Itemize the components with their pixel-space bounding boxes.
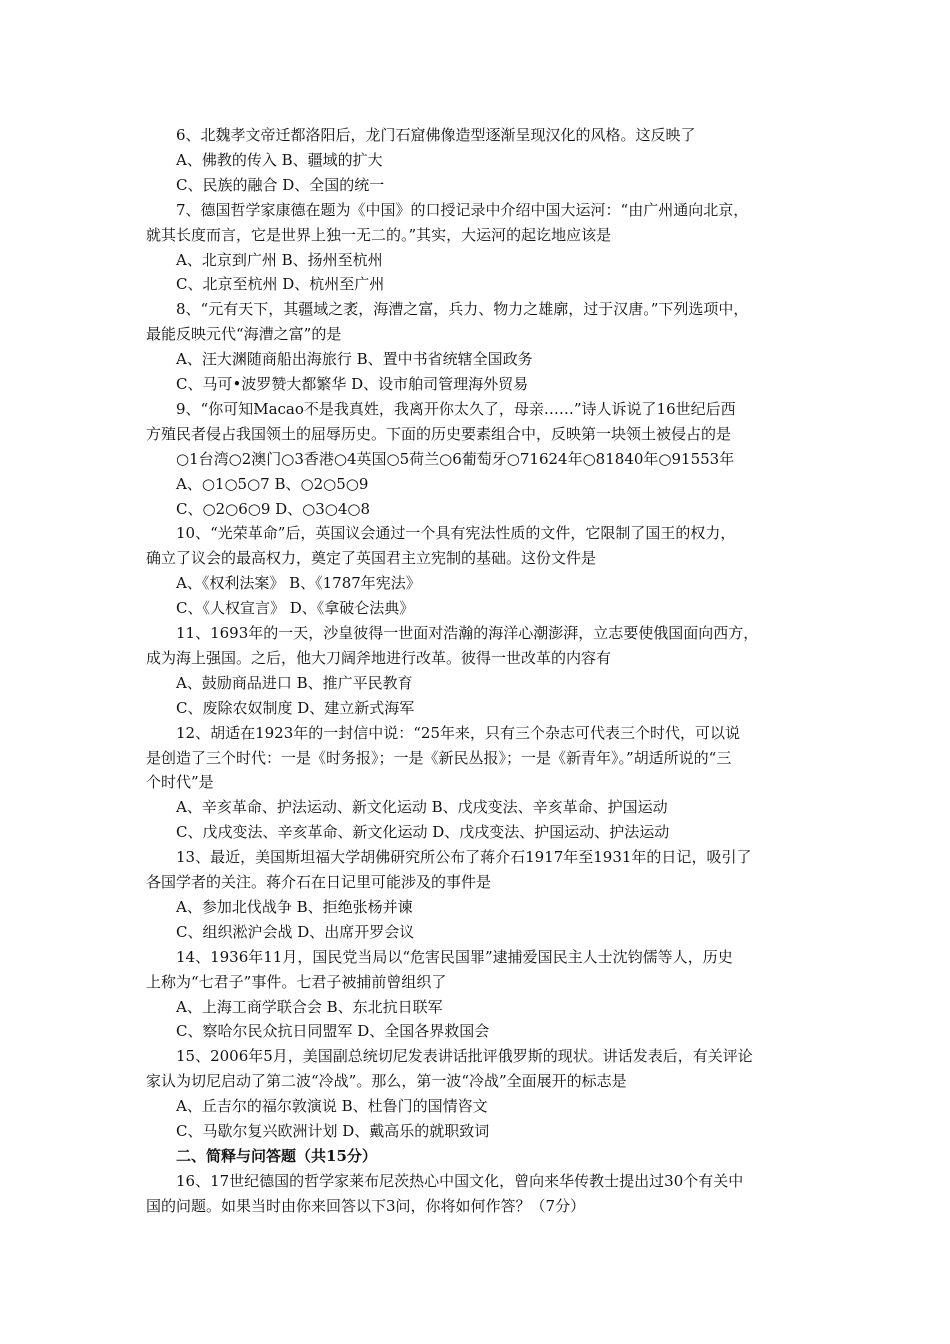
text-line: ○1台湾○2澳门○3香港○4英国○5荷兰○6葡萄牙○71624年○81840年○91553年 [176, 450, 735, 468]
text-line: 是创造了三个时代：一是《时务报》；一是《新民丛报》；一是《新青年》。”胡适所说的“三 [146, 749, 732, 767]
text-line: 就其长度而言，它是世界上独一无二的。”其实，大运河的起讫地应该是 [146, 226, 612, 244]
text-line: 国的问题。如果当时由你来回答以下3问，你将如何作答？（7分） [146, 1197, 586, 1215]
text-line: 16、17世纪德国的哲学家莱布尼茨热心中国文化，曾向来华传教士提出过30个有关中 [176, 1172, 744, 1190]
text-line: 10、“光荣革命”后，英国议会通过一个具有宪法性质的文件，它限制了国王的权力， [176, 524, 736, 542]
text-line: C、组织淞沪会战 D、出席开罗会议 [176, 923, 415, 941]
text-line: A、汪大渊随商船出海旅行 B、置中书省统辖全国政务 [176, 350, 533, 368]
text-line: 6、北魏孝文帝迁都洛阳后，龙门石窟佛像造型逐渐呈现汉化的风格。这反映了 [176, 126, 696, 144]
text-line: A、参加北伐战争 B、拒绝张杨并谏 [176, 898, 413, 916]
text-line: A、○1○5○7 B、○2○5○9 [176, 475, 369, 493]
text-line: C、○2○6○9 D、○3○4○8 [176, 500, 371, 518]
text-line: A、丘吉尔的福尔敦演说 B、杜鲁门的国情咨文 [176, 1097, 488, 1115]
text-line: C、废除农奴制度 D、建立新式海军 [176, 699, 415, 717]
text-line: C、《人权宣言》 D、《拿破仑法典》 [176, 599, 415, 617]
text-line: 方殖民者侵占我国领土的屈辱历史。下面的历史要素组合中，反映第一块领土被侵占的是 [146, 425, 732, 443]
text-line: A、辛亥革命、护法运动、新文化运动 B、戊戌变法、辛亥革命、护国运动 [176, 798, 668, 816]
text-line: 12、胡适在1923年的一封信中说：“25年来，只有三个杂志可代表三个时代，可以说 [176, 724, 741, 742]
text-line: A、北京到广州 B、扬州至杭州 [176, 251, 383, 269]
text-line: 8、“元有天下，其疆域之袤，海漕之富，兵力、物力之雄廓，过于汉唐。”下列选项中， [176, 300, 749, 318]
text-line: A、佛教的传入 B、疆域的扩大 [176, 151, 383, 169]
text-line: 各国学者的关注。蒋介石在日记里可能涉及的事件是 [146, 873, 492, 891]
text-line: 个时代”是 [146, 773, 214, 791]
text-line: 成为海上强国。之后，他大刀阔斧地进行改革。彼得一世改革的内容有 [146, 649, 612, 667]
section-heading: 二、简释与问答题（共15分） [176, 1147, 377, 1165]
text-line: 13、最近，美国斯坦福大学胡佛研究所公布了蒋介石1917年至1931年的日记，吸引了 [176, 848, 752, 866]
text-line: 确立了议会的最高权力，奠定了英国君主立宪制的基础。这份文件是 [146, 549, 597, 567]
text-line: C、察哈尔民众抗日同盟军 D、全国各界救国会 [176, 1022, 490, 1040]
text-line: 9、“你可知Macao不是我真姓，我离开你太久了，母亲……”诗人诉说了16世纪后西 [176, 400, 736, 418]
text-line: C、戊戌变法、辛亥革命、新文化运动 D、戊戌变法、护国运动、护法运动 [176, 823, 670, 841]
text-line: 7、德国哲学家康德在题为《中国》的口授记录中介绍中国大运河：“由广州通向北京， [176, 201, 749, 219]
text-line: A、《权利法案》 B、《1787年宪法》 [176, 574, 421, 592]
text-line: C、民族的融合 D、全国的统一 [176, 176, 385, 194]
text-line: 家认为切尼启动了第二波“冷战”。那么，第一波“冷战”全面展开的标志是 [146, 1072, 627, 1090]
text-line: A、上海工商学联合会 B、东北抗日联军 [176, 998, 443, 1016]
text-line: 最能反映元代“海漕之富”的是 [146, 325, 342, 343]
text-line: C、马可•波罗赞大都繁华 D、设市舶司管理海外贸易 [176, 375, 529, 393]
text-line: 15、2006年5月，美国副总统切尼发表讲话批评俄罗斯的现状。讲话发表后，有关评论 [176, 1047, 753, 1065]
text-line: C、马歇尔复兴欧洲计划 D、戴高乐的就职致词 [176, 1122, 490, 1140]
text-line: 11、1693年的一天，沙皇彼得一世面对浩瀚的海洋心潮澎湃，立志要使俄国面向西方， [176, 624, 759, 642]
text-line: A、鼓励商品进口 B、推广平民教育 [176, 674, 413, 692]
text-line: 14、1936年11月，国民党当局以“危害民国罪”逮捕爱国民主人士沈钧儒等人，历史 [176, 948, 733, 966]
text-line: C、北京至杭州 D、杭州至广州 [176, 275, 385, 293]
text-line: 上称为“七君子”事件。七君子被捕前曾组织了 [146, 973, 447, 991]
